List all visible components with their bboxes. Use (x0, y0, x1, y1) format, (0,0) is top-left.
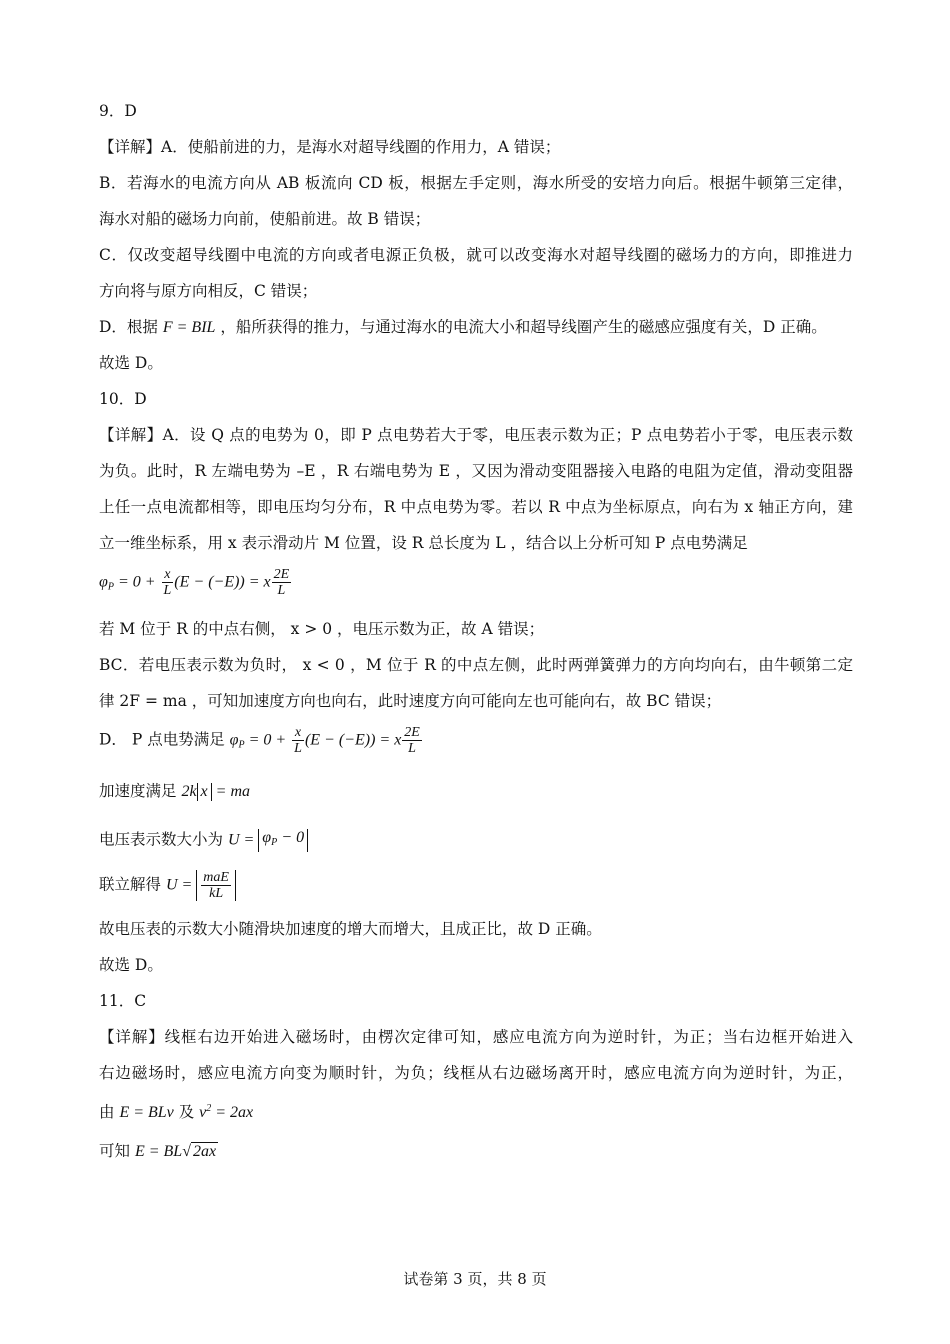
abs-fraction (196, 870, 236, 901)
eq-phi-sub: P (107, 581, 114, 593)
q10-heading: 10．D (99, 390, 147, 408)
fraction-x-over-l: $\frac{x}{L}$ (163, 567, 172, 598)
q9-formula-fbil: F = BIL (162, 319, 216, 336)
eq-phi-lhs: φ (99, 573, 108, 591)
q9-line-3: 海水对船的磁场力向前，使船前进。故 B 错误； (99, 210, 431, 228)
q9-heading: 9．D (99, 102, 137, 120)
q9-line-4: C．仅改变超导线圈中电流的方向或者电源正负极，就可以改变海水对超导线圈的磁场力的方向，即推进力 (99, 246, 853, 264)
q11-heading: 11．C (99, 992, 147, 1010)
abs-phi-p: $\varphi_P - 0$ (258, 829, 308, 852)
fraction-2e-over-l: $\frac{2E}{L}$ (273, 567, 290, 598)
q10-solve-line: 联立解得 U = $\frac{\text{maE}}{kL}$ (99, 870, 236, 901)
q10-line-2: 为负。此时，R 左端电势为 –E ，R 右端电势为 E ，又因为滑动变阻器接入电路的电阻为定值，滑动变阻器 (99, 462, 853, 480)
q9-line-7: 故选 D。 (99, 354, 163, 372)
q10-line-1: 【详解】A．设 Q 点的电势为 0，即 P 点电势若大于零，电压表示数为正；P 点电势若小于零，电压表示数 (99, 426, 853, 444)
abs-x: x (197, 783, 212, 801)
q10-line-9: 故选 D。 (99, 956, 163, 974)
q9-line-6-pre: D．根据 (99, 318, 163, 336)
sqrt-sign: √ (182, 1143, 191, 1160)
q10-line-8: 故电压表的示数大小随滑块加速度的增大而增大，且成正比，故 D 正确。 (99, 920, 602, 938)
eq-phi-mid1: = 0 + (113, 573, 156, 591)
q9-line-1: 【详解】A．使船前进的力，是海水对超导线圈的作用力，A 错误； (99, 138, 561, 156)
q9-line-2: B．若海水的电流方向从 AB 板流向 CD 板，根据左手定则，海水所受的安培力向后。根据牛顿第三定律， (99, 174, 853, 192)
q11-line-4: 可知 E = BL√ 2ax (99, 1142, 217, 1160)
q10-equation-phi-p (99, 567, 292, 598)
q10-line-5: 若 M 位于 R 的中点右侧， x > 0 ，电压示数为正，故 A 错误； (99, 620, 545, 638)
formula-e-blv: E = BLv (119, 1104, 174, 1121)
q9-line-6 (99, 317, 827, 338)
q9-line-5: 方向将与原方向相反，C 错误； (99, 282, 318, 300)
q11-line-2: 右边磁场时，感应电流方向变为顺时针，为负；线框从右边磁场离开时，感应电流方向为逆时针，为正， (99, 1064, 853, 1082)
q11-line-3: 由 E = BLv 及 $v^2 = 2ax$ (99, 1103, 254, 1121)
q10-voltage-line: 电压表示数大小为 $U = \varphi_P - 0$ (99, 829, 308, 852)
q10-line-6: BC．若电压表示数为负时， x < 0 ，M 位于 R 的中点左侧，此时两弹簧弹力的方向均向右，由牛顿第二定 (99, 656, 853, 674)
q10-line-7: 律 2F = ma ，可知加速度方向也向右，此时速度方向可能向左也可能向右，故 BC 错误； (99, 692, 722, 710)
page-footer: 试卷第 3 页，共 8 页 (403, 1270, 547, 1288)
q10-acceleration-line: 加速度满足 2k x = ma (99, 782, 251, 800)
q10-line-3: 上任一点电流都相等，即电压均匀分布，R 中点电势为零。若以 R 中点为坐标原点，向右为 x 轴正方向，建 (99, 498, 853, 516)
fraction-mae-over-kl: $\frac{\text{maE}}{kL}$ (203, 870, 229, 901)
d-pre: D． P 点电势满足 (99, 730, 230, 749)
q10-line-4: 立一维坐标系，用 x 表示滑动片 M 位置，设 R 总长度为 L ，结合以上分析可知 P 点电势满足 (99, 534, 748, 552)
sqrt-2ax: 2ax (192, 1143, 217, 1160)
q9-line-6-post: ，船所获得的推力，与通过海水的电流大小和超导线圈产生的磁感应强度有关，D 正确。 (215, 318, 827, 336)
q10-option-d-equation: D． P 点电势满足 $\varphi_P = 0$ + $\frac{x}{L}$ (E − (−E)) = x $\frac{2E}{L}$ (99, 725, 420, 756)
q11-line-1: 【详解】线框右边开始进入磁场时，由楞次定律可知，感应电流方向为逆时针，为正；当右边框开始进入 (99, 1028, 853, 1046)
eq-phi-mid2: (E − (−E)) = x (174, 573, 271, 591)
fraction-x-over-l-d: $\frac{x}{L}$ (294, 725, 302, 756)
fraction-2e-over-l-d: $\frac{2E}{L}$ (404, 725, 420, 756)
